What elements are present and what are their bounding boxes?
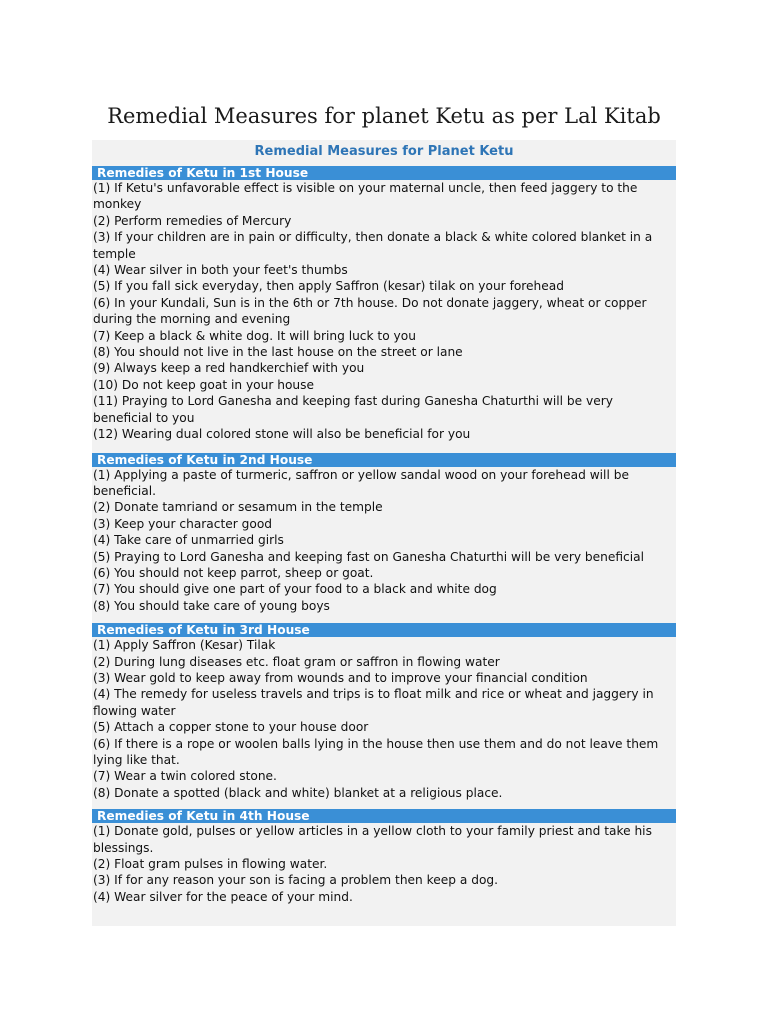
section-heading: Remedies of Ketu in 4th House bbox=[92, 809, 676, 823]
list-item: (3) Wear gold to keep away from wounds and to improve your financial condition bbox=[93, 670, 588, 685]
section-3rd-house bbox=[92, 623, 676, 801]
list-item: (7) You should give one part of your food to a black and white dog bbox=[93, 582, 497, 597]
list-item: (5) Praying to Lord Ganesha and keeping fast on Ganesha Chaturthi will be very beneficial bbox=[93, 549, 645, 564]
list-item: (9) Always keep a red handkerchief with you bbox=[93, 361, 365, 376]
list-item: (10) Do not keep goat in your house bbox=[93, 377, 314, 392]
list-item: (8) Donate a spotted (black and white) blanket at a religious place. bbox=[93, 785, 503, 800]
list-item: (8) You should take care of young boys bbox=[93, 598, 330, 613]
list-item: (1) Apply Saffron (Kesar) Tilak bbox=[93, 638, 276, 653]
list-item: (5) If you fall sick everyday, then apply Saffron (kesar) tilak on your forehead bbox=[93, 279, 564, 294]
remedies-panel bbox=[92, 140, 676, 926]
list-item: (3) If for any reason your son is facing a problem then keep a dog. bbox=[93, 873, 499, 888]
list-item: (12) Wearing dual colored stone will also be beneficial for you bbox=[93, 427, 471, 442]
list-item: (2) Donate tamriand or sesamum in the temple bbox=[93, 500, 383, 515]
list-item: (4) Wear silver in both your feet's thumbs bbox=[93, 263, 348, 278]
list-item: (4) The remedy for useless travels and trips is to float milk and rice or wheat and jaggery in flowing water bbox=[93, 687, 654, 718]
section-4th-house bbox=[92, 809, 676, 905]
list-item: (7) Wear a twin colored stone. bbox=[93, 769, 277, 784]
section-1st-house bbox=[92, 166, 676, 443]
list-item: (1) Applying a paste of turmeric, saffron or yellow sandal wood on your forehead will be beneficial. bbox=[93, 467, 629, 498]
list-item: (6) In your Kundali, Sun is in the 6th or 7th house. Do not donate jaggery, wheat or copper during the morning and evening bbox=[93, 295, 647, 327]
list-item: (8) You should not live in the last house on the street or lane bbox=[93, 345, 463, 360]
section-2nd-house bbox=[92, 453, 676, 615]
list-item: (5) Attach a copper stone to your house door bbox=[93, 720, 369, 735]
list-item: (6) If there is a rope or woolen balls lying in the house then use them and do not leave them lying like that. bbox=[93, 736, 659, 767]
list-item: (11) Praying to Lord Ganesha and keeping fast during Ganesha Chaturthi will be very beneficial to you bbox=[93, 394, 613, 425]
list-item: (2) During lung diseases etc. float gram or saffron in flowing water bbox=[93, 654, 500, 669]
section-heading: Remedies of Ketu in 3rd House bbox=[92, 623, 676, 637]
list-item: (3) If your children are in pain or difficulty, then donate a black & white colored blanket in a temple bbox=[93, 230, 653, 261]
panel-title: Remedial Measures for Planet Ketu bbox=[254, 144, 514, 159]
list-item: (6) You should not keep parrot, sheep or goat. bbox=[93, 565, 374, 580]
list-item: (2) Perform remedies of Mercury bbox=[93, 213, 292, 228]
list-item: (3) Keep your character good bbox=[93, 516, 273, 531]
list-item: (1) If Ketu's unfavorable effect is visible on your maternal uncle, then feed jaggery to the monkey bbox=[93, 181, 638, 212]
section-heading: Remedies of Ketu in 2nd House bbox=[92, 453, 676, 467]
section-heading: Remedies of Ketu in 1st House bbox=[92, 166, 676, 180]
list-item: (4) Take care of unmarried girls bbox=[93, 533, 284, 548]
list-item: (2) Float gram pulses in flowing water. bbox=[93, 857, 328, 872]
list-item: (7) Keep a black & white dog. It will bring luck to you bbox=[93, 328, 416, 343]
page-title: Remedial Measures for planet Ketu as per Lal Kitab bbox=[107, 104, 661, 128]
list-item: (4) Wear silver for the peace of your mind. bbox=[93, 889, 353, 904]
list-item: (1) Donate gold, pulses or yellow articles in a yellow cloth to your family priest and take his blessings. bbox=[93, 824, 652, 855]
